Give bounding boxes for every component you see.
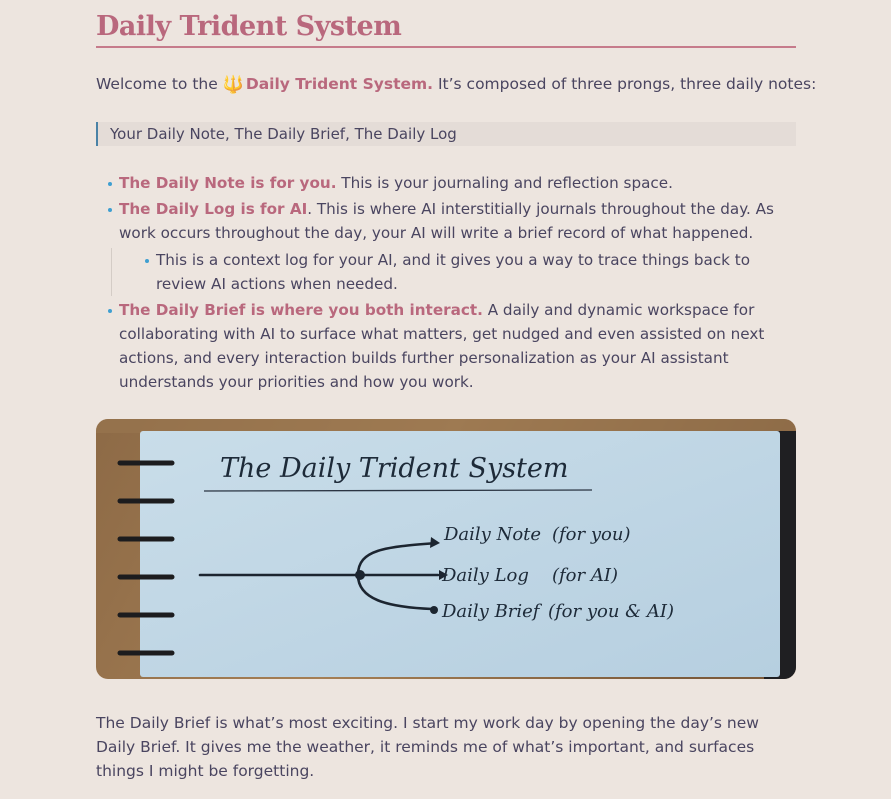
- notebook-image: [96, 419, 796, 679]
- list-item: [156, 248, 796, 296]
- notebook-heading: The Daily Trident System: [220, 453, 569, 484]
- sub-bullet-text: This is a context log for your AI, and it gives you a way to trace things back to review AI actions when needed.: [156, 251, 751, 293]
- bullet-strong: The Daily Brief is where you both interact.: [119, 301, 483, 319]
- intro-prefix: Welcome to the: [96, 75, 223, 93]
- branch-brief: Daily Brief: [442, 601, 540, 622]
- title-divider: [96, 46, 796, 48]
- trident-icon: 🔱: [222, 75, 244, 95]
- list-item: [119, 298, 796, 394]
- bullet-text: . This is where AI interstitially journals throughout the day. As work occurs throughout the day, your AI will write a brief record of what happened.: [119, 200, 774, 242]
- intro-link[interactable]: Daily Trident System.: [245, 75, 434, 93]
- branch-note-tag: (for you): [552, 524, 631, 545]
- quote-text: Your Daily Note, The Daily Brief, The Daily Log: [110, 125, 457, 143]
- closing-paragraph: The Daily Brief is what’s most exciting. I start my work day by opening the day’s new Daily Brief. It gives me the weather, it reminds me of what’s important, and surfaces things I might be forgetting.: [96, 714, 759, 780]
- page-title: Daily Trident System: [96, 11, 402, 42]
- bullet-list: [96, 171, 796, 394]
- bullet-strong: The Daily Log is for AI: [119, 200, 308, 218]
- branch-log-tag: (for AI): [552, 565, 618, 586]
- bullet-text: A daily and dynamic workspace for collaborating with AI to surface what matters, get nudged and even assisted on next actions, and every interaction builds further personalization as your AI assistant understands your priorities and how you work.: [119, 301, 765, 391]
- branch-log: Daily Log: [442, 565, 529, 586]
- list-item: [119, 197, 796, 296]
- branch-brief-tag: (for you & AI): [548, 601, 675, 622]
- intro-paragraph: [96, 72, 817, 97]
- sub-bullet-list: [111, 248, 796, 296]
- branch-note: Daily Note: [444, 524, 542, 545]
- quote-block: [96, 122, 796, 146]
- list-item: [119, 171, 796, 195]
- bullet-strong: The Daily Note is for you.: [119, 174, 337, 192]
- intro-suffix: It’s composed of three prongs, three daily notes:: [433, 75, 817, 93]
- document-page: [96, 0, 817, 783]
- bullet-text: This is your journaling and reflection space.: [336, 174, 673, 192]
